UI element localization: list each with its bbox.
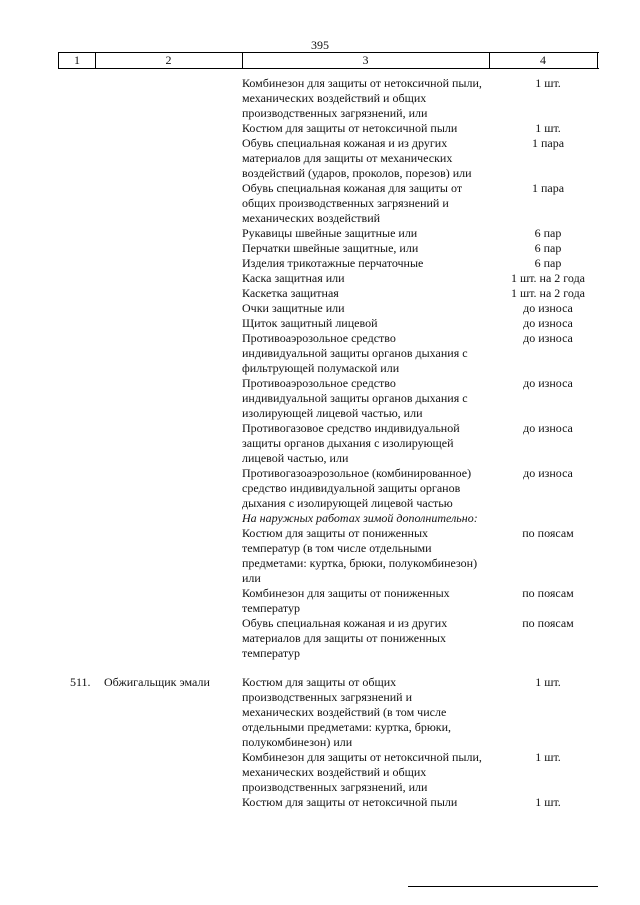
table-row [0, 181, 640, 226]
issue-norm: 6 пар [534, 241, 562, 255]
equipment-item: Обувь специальная кожаная и из других материалов для защиты от механических воздействий (ударов, проколов, порезов) или [242, 136, 472, 180]
equipment-item: Щиток защитный лицевой [242, 316, 378, 330]
table-row [0, 286, 640, 301]
table-row [0, 316, 640, 331]
table-row [0, 795, 640, 810]
table-row [0, 466, 640, 511]
equipment-item: Изделия трикотажные перчаточные [242, 256, 424, 270]
row-number: 511. [70, 675, 91, 689]
table-row [0, 675, 640, 750]
equipment-item: Противогазоаэрозольное (комбинированное) средство индивидуальной защиты органов дыхания с изолирующей лицевой частью [242, 466, 472, 510]
issue-norm: до износа [523, 331, 573, 345]
table-row [0, 271, 640, 286]
row-gap [0, 661, 640, 675]
bottom-divider [408, 886, 598, 887]
issue-norm: 1 шт. [535, 750, 561, 764]
table-row [0, 136, 640, 181]
equipment-item: Каскетка защитная [242, 286, 339, 300]
equipment-item: Противоаэрозольное средство индивидуальной защиты органов дыхания с изолирующей лицевой частью, или [242, 376, 468, 420]
table-row [0, 331, 640, 376]
equipment-item: Очки защитные или [242, 301, 345, 315]
issue-norm: 1 шт. [535, 795, 561, 809]
issue-norm: до износа [523, 376, 573, 390]
issue-norm: 6 пар [534, 256, 562, 270]
table-row [0, 616, 640, 661]
equipment-item: На наружных работах зимой дополнительно: [242, 511, 478, 525]
issue-norm: по поясам [522, 586, 574, 600]
equipment-item: Костюм для защиты от пониженных температур (в том числе отдельными предметами: куртка, брюки, полукомбинезон) или [242, 526, 478, 585]
header-col-1: 1 [59, 53, 96, 68]
issue-norm: 1 шт. [535, 121, 561, 135]
equipment-item: Комбинезон для защиты от нетоксичной пыли, механических воздействий и общих производственных загрязнений, или [242, 750, 482, 794]
table-row [0, 586, 640, 616]
issue-norm: 1 пара [531, 181, 565, 195]
issue-norm: до износа [523, 316, 573, 330]
equipment-item: Противогазовое средство индивидуальной защиты органов дыхания с изолирующей лицевой частью, или [242, 421, 460, 465]
issue-norm: 6 пар [534, 226, 562, 240]
issue-norm: 1 шт. на 2 года [510, 271, 586, 285]
equipment-item: Каска защитная или [242, 271, 345, 285]
table-row [0, 511, 640, 526]
equipment-item: Комбинезон для защиты от нетоксичной пыли, механических воздействий и общих производственных загрязнений, или [242, 76, 482, 120]
table-row [0, 526, 640, 586]
issue-norm: 1 шт. на 2 года [510, 286, 586, 300]
issue-norm: по поясам [522, 526, 574, 540]
equipment-item: Рукавицы швейные защитные или [242, 226, 418, 240]
equipment-item: Противоаэрозольное средство индивидуальной защиты органов дыхания с фильтрующей полумаской или [242, 331, 468, 375]
table-row [0, 301, 640, 316]
issue-norm: до износа [523, 421, 573, 435]
profession-name: Обжигальщик эмали [104, 675, 210, 689]
equipment-item: Комбинезон для защиты от пониженных температур [242, 586, 450, 615]
equipment-item: Обувь специальная кожаная и из других материалов для защиты от пониженных температур [242, 616, 448, 660]
issue-norm: до износа [523, 466, 573, 480]
table-row [0, 121, 640, 136]
issue-norm: 1 шт. [535, 76, 561, 90]
table-row [0, 376, 640, 421]
table-row [0, 750, 640, 795]
table-row [0, 256, 640, 271]
table-row [0, 226, 640, 241]
table-row [0, 421, 640, 466]
table-header-row [58, 52, 599, 69]
equipment-item: Перчатки швейные защитные, или [242, 241, 419, 255]
issue-norm: 1 пара [531, 136, 565, 150]
header-col-4: 4 [489, 53, 598, 68]
page-number: 395 [311, 38, 329, 52]
header-col-3: 3 [242, 53, 490, 68]
issue-norm: 1 шт. [535, 675, 561, 689]
table-body [0, 76, 640, 810]
issue-norm: до износа [523, 301, 573, 315]
equipment-item: Костюм для защиты от нетоксичной пыли [242, 795, 458, 809]
equipment-item: Обувь специальная кожаная для защиты от общих производственных загрязнений и механических воздействий [242, 181, 463, 225]
table-row [0, 241, 640, 256]
header-col-2: 2 [95, 53, 243, 68]
issue-norm: по поясам [522, 616, 574, 630]
table-row [0, 76, 640, 121]
equipment-item: Костюм для защиты от нетоксичной пыли [242, 121, 458, 135]
equipment-item: Костюм для защиты от общих производственных загрязнений и механических воздействий (в том числе отдельными предметами: куртка, брюки, полукомбинезон) или [242, 675, 452, 749]
